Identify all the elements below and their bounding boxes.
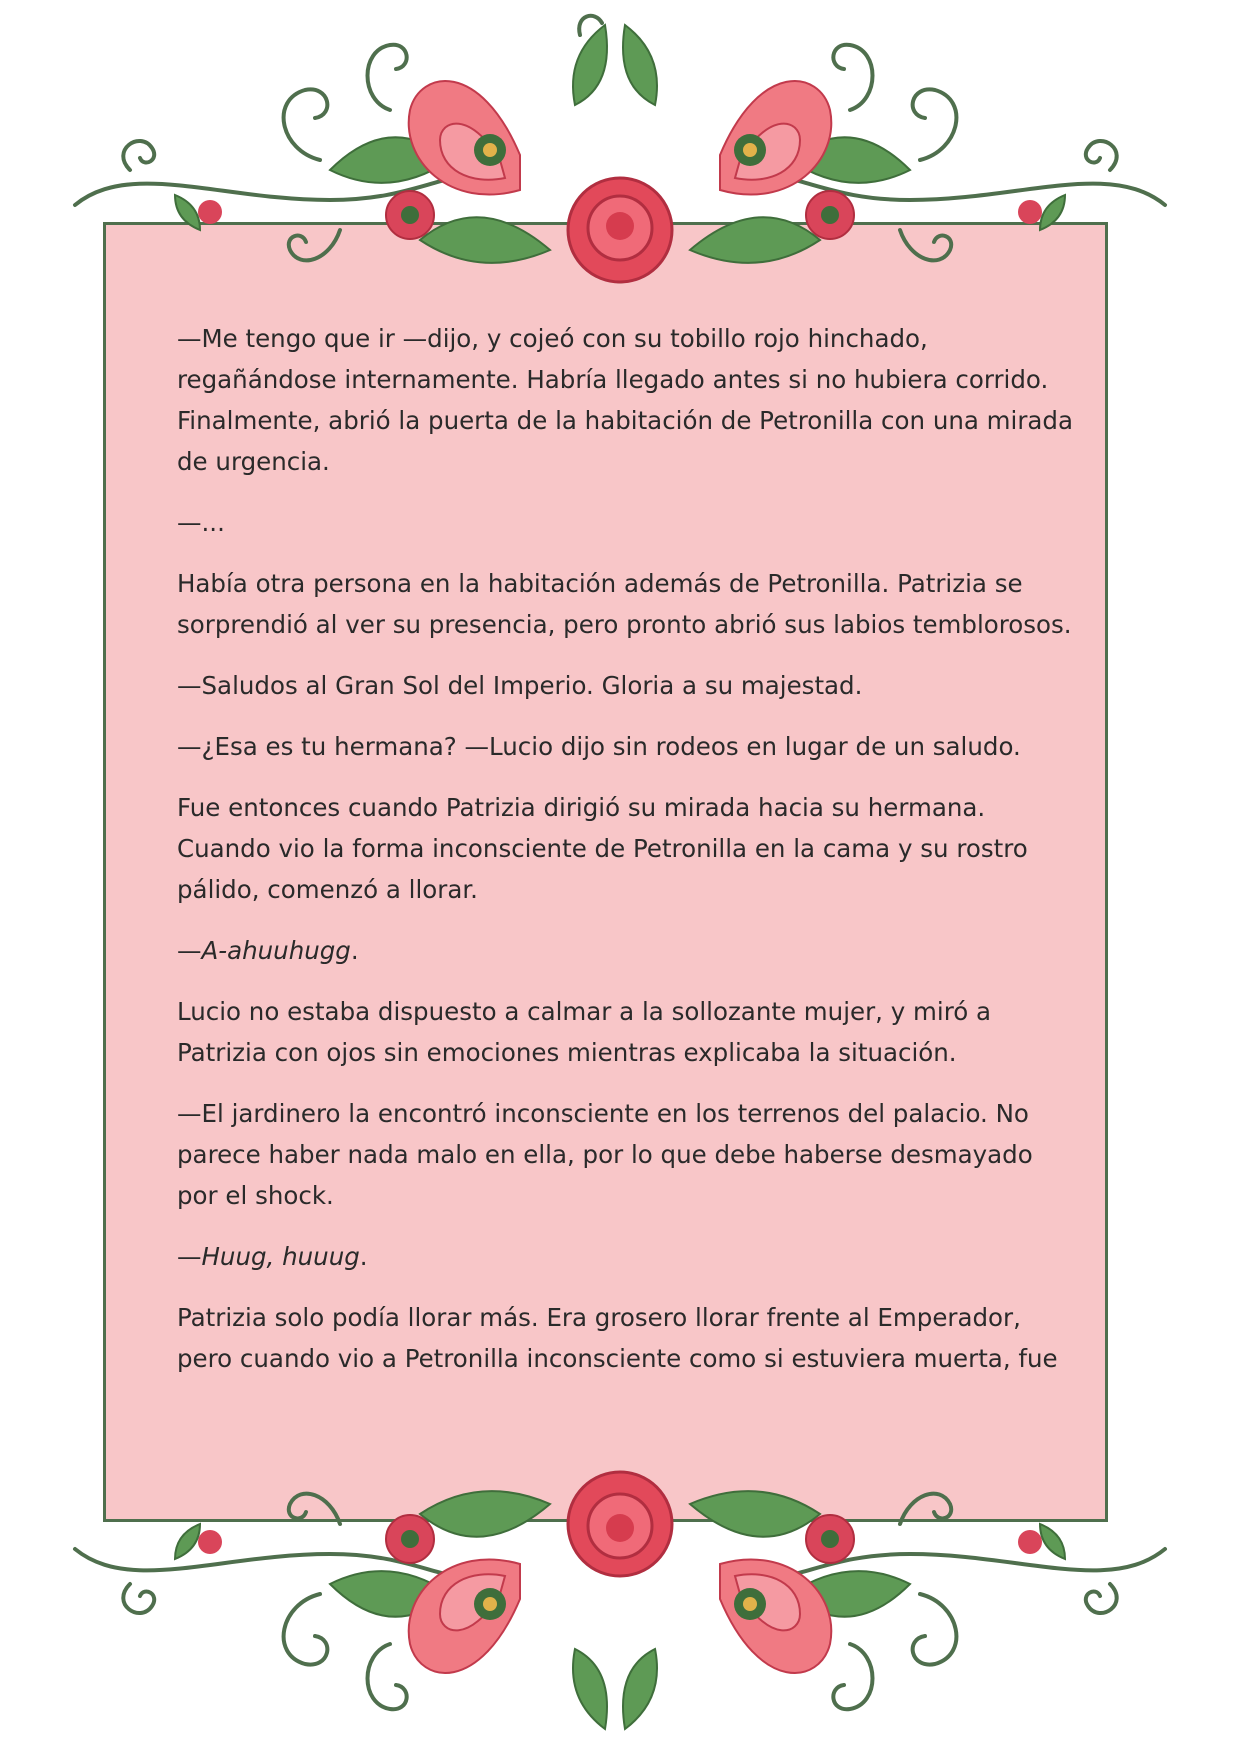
paragraph: Fue entonces cuando Patrizia dirigió su mirada hacia su hermana. Cuando vio la forma inconsciente de Petronilla en la cama y su rostro pálido, comenzó a llorar. [177, 793, 1028, 904]
story-text [177, 318, 1077, 1399]
floral-ornament-bottom-icon [0, 1394, 1240, 1754]
dash: — [177, 936, 202, 965]
paragraph: —Me tengo que ir —dijo, y cojeó con su tobillo rojo hinchado, regañándose internamente. Habría llegado antes si no hubiera corrido. Finalmente, abrió la puerta de la habitación de Petronilla con una mirada de urgencia. [177, 324, 1073, 476]
paragraph: —¿Esa es tu hermana? —Lucio dijo sin rodeos en lugar de un saludo. [177, 732, 1021, 761]
floral-ornament-top-icon [0, 0, 1240, 360]
paragraph [177, 1236, 1077, 1277]
italic-dialogue: Huug, huuug [201, 1242, 360, 1271]
paragraph: Había otra persona en la habitación además de Petronilla. Patrizia se sorprendió al ver su presencia, pero pronto abrió sus labios temblorosos. [177, 569, 1072, 639]
paragraph: —Saludos al Gran Sol del Imperio. Gloria a su majestad. [177, 671, 863, 700]
dash: — [177, 1242, 202, 1271]
paragraph: Lucio no estaba dispuesto a calmar a la sollozante mujer, y miró a Patrizia con ojos sin emociones mientras explicaba la situación. [177, 997, 992, 1067]
period: . [359, 1242, 368, 1271]
paragraph [177, 930, 1077, 971]
paragraph: —El jardinero la encontró inconsciente en los terrenos del palacio. No parece haber nada malo en ella, por lo que debe haberse desmayado por el shock. [177, 1099, 1033, 1210]
period: . [350, 936, 359, 965]
paragraph: Patrizia solo podía llorar más. Era grosero llorar frente al Emperador, pero cuando vio a Petronilla inconsciente como si estuviera muerta, fue [177, 1303, 1058, 1373]
italic-dialogue: A-ahuuhugg [201, 936, 351, 965]
paragraph: —... [177, 508, 225, 537]
